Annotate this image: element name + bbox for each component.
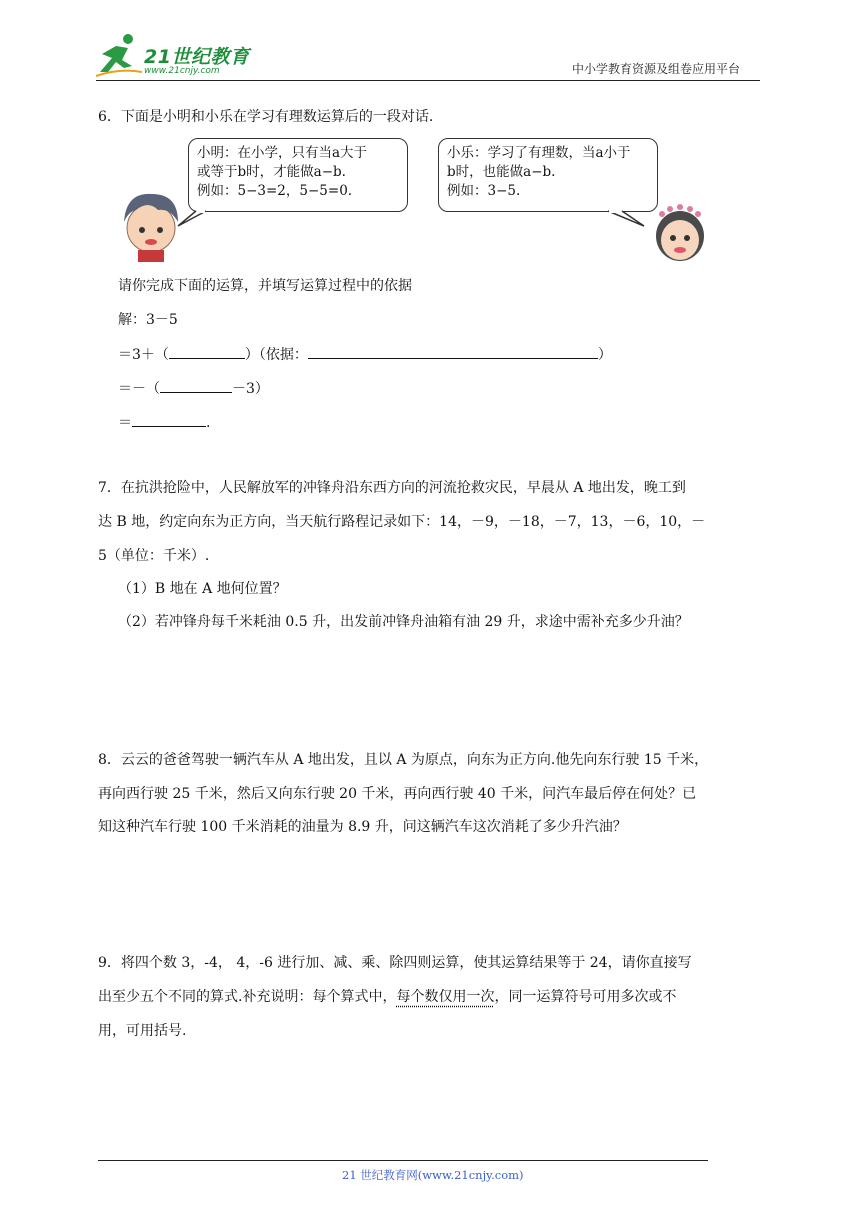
q9-line-2-start: 出至少五个不同的算式.补充说明：每个算式中， [98, 989, 397, 1005]
q8-line-3: 知这种汽车行驶 100 千米消耗的油量为 8.9 升，问这辆汽车这次消耗了多少升汽油？ [98, 819, 627, 835]
q7-line-3: 5（单位：千米）. [98, 548, 210, 564]
line3-suffix: －3） [232, 381, 269, 397]
bubble-left-line-3: 例如：5−3=2，5−5=0. [197, 183, 353, 199]
q7-line-1: 7．在抗洪抢险中，人民解放军的冲锋舟沿东西方向的河流抢救灾民，早晨从 A 地出发，晚工到 [98, 480, 686, 496]
line3-prefix: ＝－（ [118, 381, 160, 397]
footer-text: 21 世纪教育网(www.21cnjy.com) [342, 1168, 524, 1182]
answer-blank-2[interactable] [160, 378, 232, 393]
q9-line-1: 9．将四个数 3，-4， 4，-6 进行加、减、乘、除四则运算，使其运算结果等于 24，请你直接写 [98, 955, 692, 971]
bubble-left-line-2: 或等于b时，才能做a−b. [197, 164, 346, 180]
q6-solution-line-4 [118, 412, 210, 433]
bubble-right-line-3: 例如：3−5. [447, 183, 521, 199]
line4-suffix: . [206, 415, 211, 431]
q6-solution-line-1: 解：3－5 [118, 312, 178, 328]
bubble-right-tail [600, 200, 650, 230]
header-platform-text: 中小学教育资源及组卷应用平台 [572, 62, 741, 76]
q7-line-2: 达 B 地，约定向东为正方向，当天航行路程记录如下：14，－9，－18，－7，13，－6，10，－ [98, 514, 706, 530]
q8-line-2: 再向西行驶 25 千米，然后又向东行驶 20 千米，再向西行驶 40 千米，问汽车最后停在何处？已 [98, 786, 697, 802]
header-divider [96, 80, 760, 81]
q7-sub-question-2: （2）若冲锋舟每千米耗油 0.5 升，出发前冲锋舟油箱有油 29 升，求途中需补充多少升油？ [118, 614, 689, 630]
q6-solution-line-3 [118, 378, 269, 399]
bubble-right-line-2: b时，也能做a−b. [447, 164, 556, 180]
q6-intro: 6．下面是小明和小乐在学习有理数运算后的一段对话． [98, 109, 443, 125]
q6-instruction: 请你完成下面的运算，并填写运算过程中的依据 [118, 278, 412, 294]
line2-middle: ）（依据： [244, 347, 308, 363]
logo-runner-icon [94, 32, 144, 78]
logo-text: 21世纪教育 [144, 46, 250, 68]
q7-sub-question-1: （1）B 地在 A 地何位置？ [118, 581, 287, 597]
xiaoming-speech-bubble [188, 138, 408, 212]
answer-blank-1[interactable] [169, 344, 245, 359]
q9-emphasis-dotted: 每个数仅用一次 [396, 989, 495, 1005]
line2-suffix: ） [597, 347, 612, 363]
answer-blank-3[interactable] [132, 412, 206, 427]
girl-illustration [650, 200, 710, 268]
bubble-left-line-1: 小明：在小学，只有当a大于 [197, 145, 368, 161]
line2-prefix: ＝3＋（ [118, 347, 169, 363]
bubble-right-line-1: 小乐：学习了有理数，当a小于 [447, 145, 631, 161]
q9-line-2 [98, 987, 676, 1007]
boy-illustration [118, 186, 184, 262]
footer-divider [98, 1160, 708, 1161]
line4-prefix: ＝ [118, 415, 132, 431]
answer-blank-basis[interactable] [308, 344, 598, 359]
bubble-left-tail [176, 200, 216, 230]
q6-solution-line-2 [118, 344, 612, 365]
logo-url: www.21cnjy.com [144, 66, 220, 76]
q8-line-1: 8．云云的爸爸驾驶一辆汽车从 A 地出发，且以 A 为原点，向东为正方向.他先向东行驶 15 千米， [98, 752, 709, 768]
q9-line-2-end: ，同一运算符号可用多次或不 [494, 989, 677, 1005]
q9-line-3: 用，可用括号. [98, 1023, 187, 1039]
